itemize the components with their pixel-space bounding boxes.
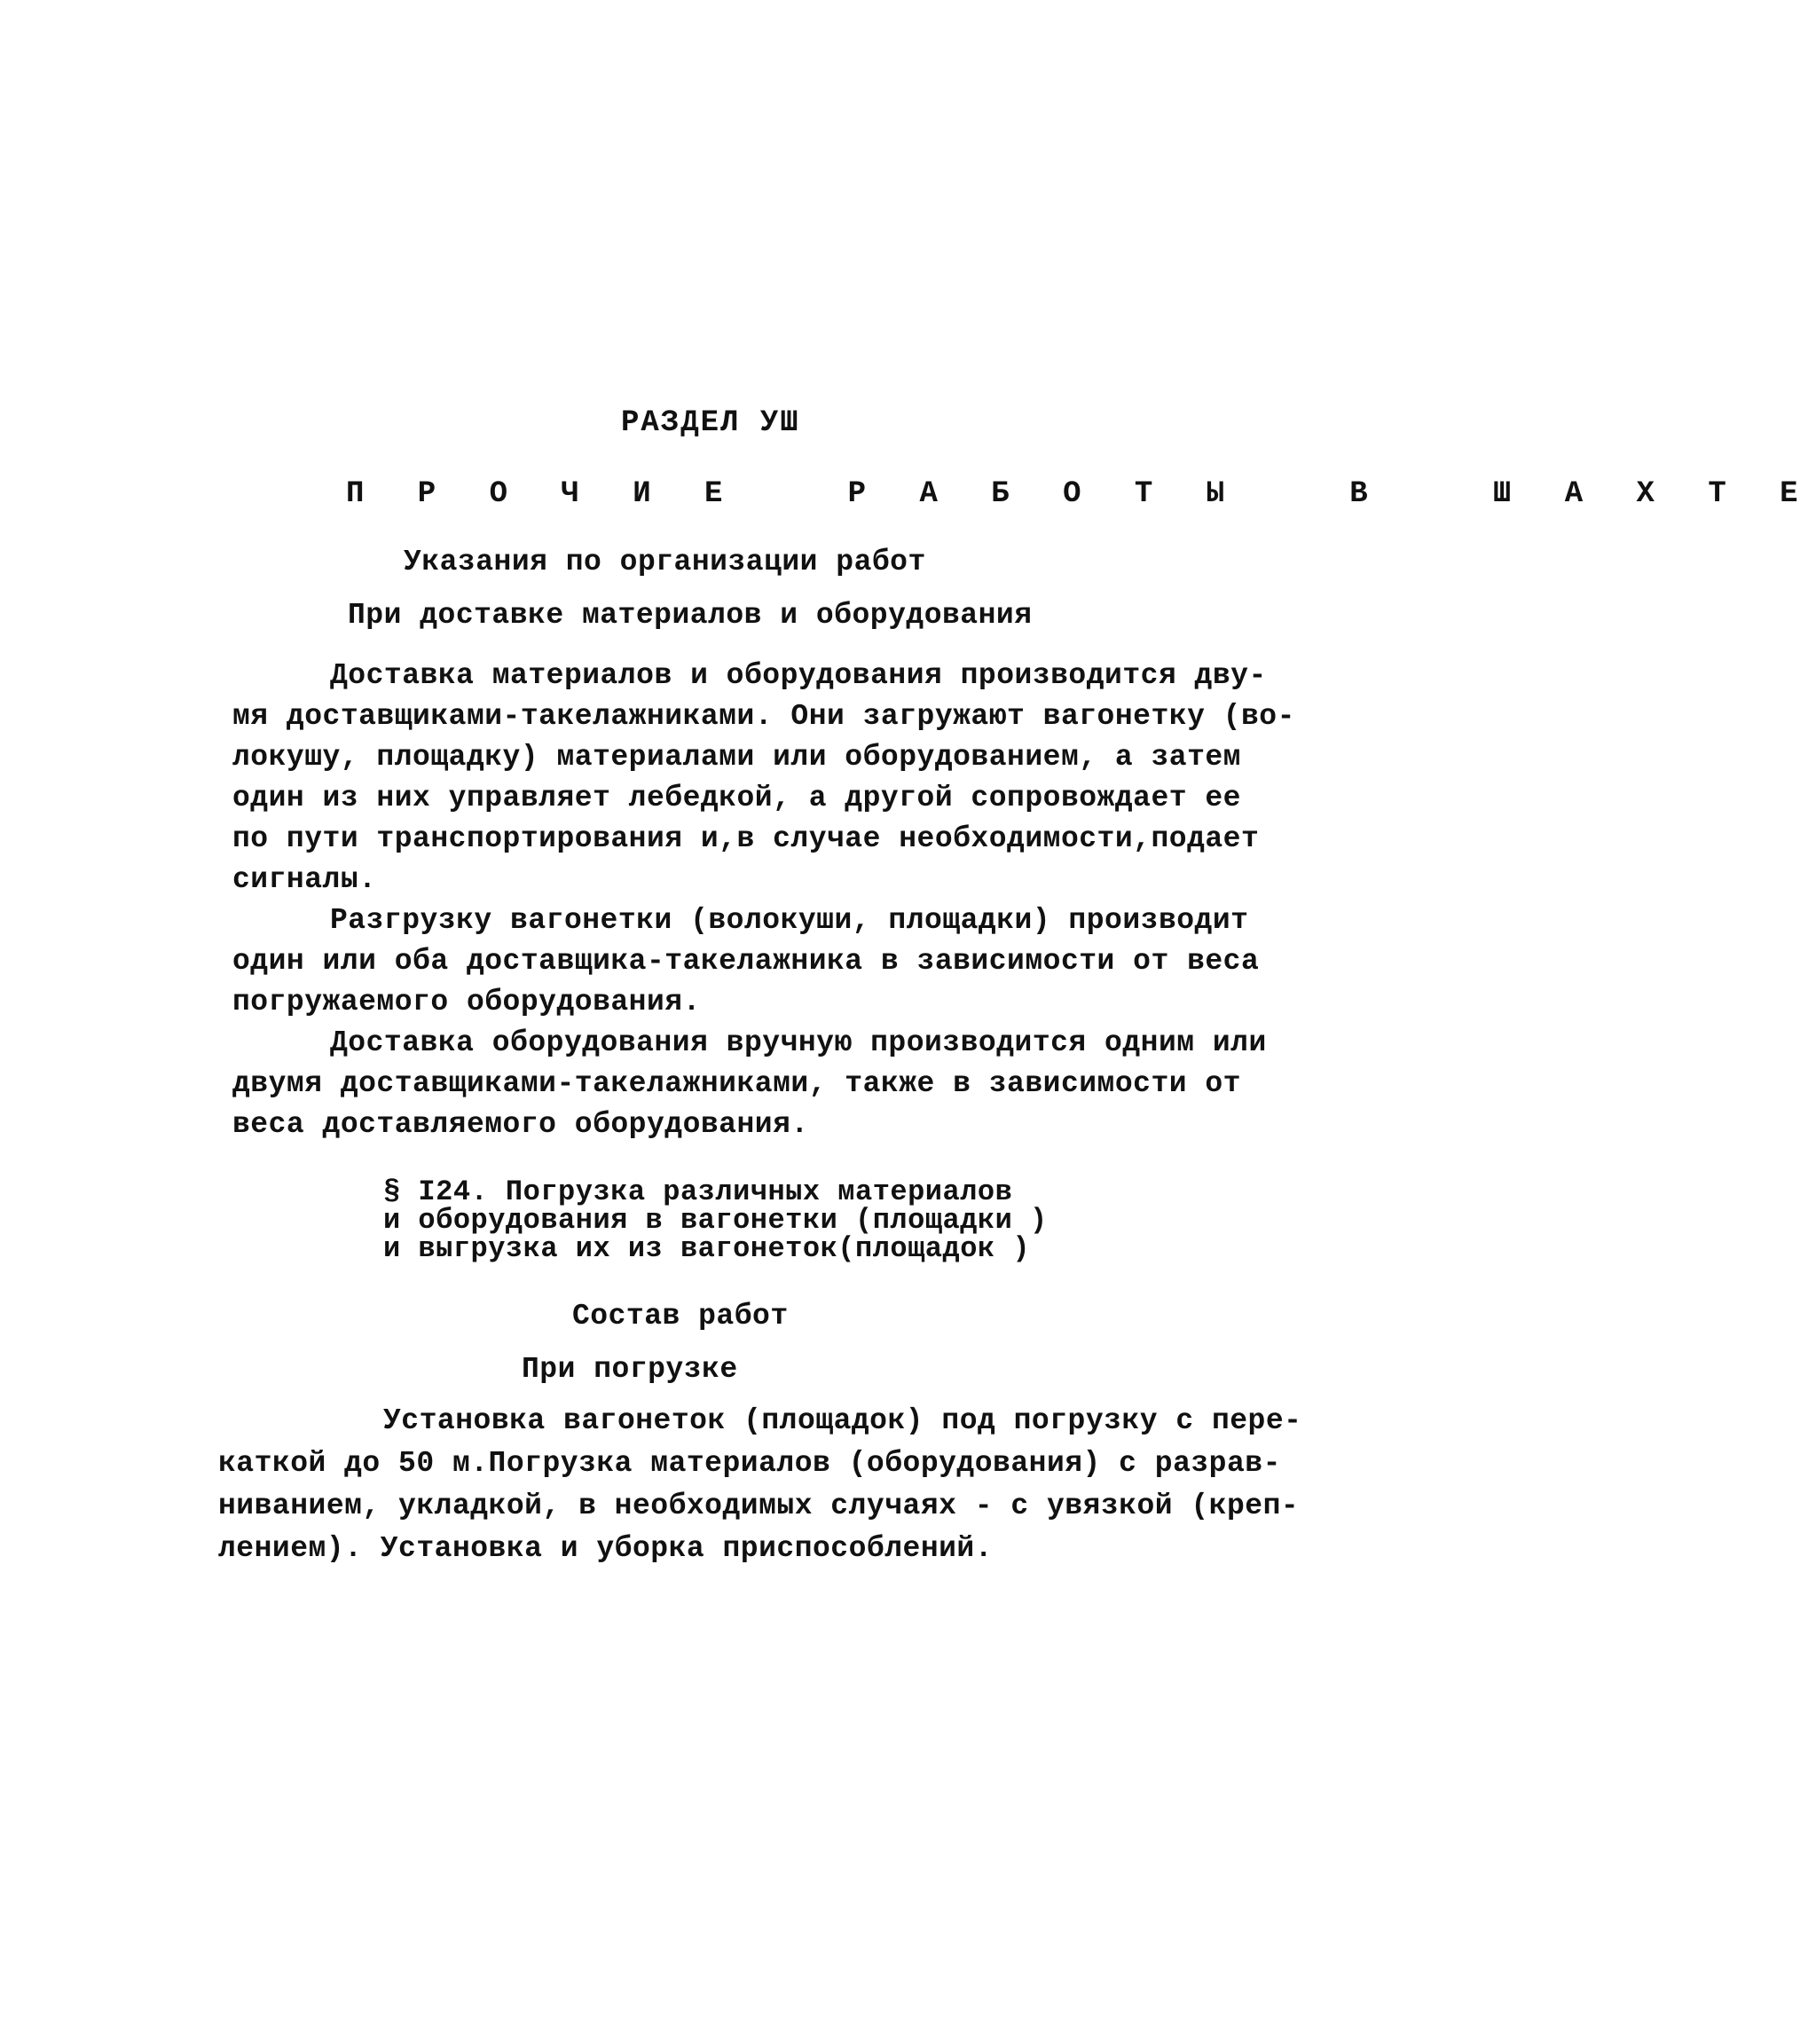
intro-p1-line-6: сигналы. [232,863,377,896]
intro-p1-line-4: один из них управляет лебедкой, а другой сопровождает ее [232,782,1241,814]
intro-p2-line-3: погружаемого оборудования. [232,986,701,1018]
intro-p2-line-2: один или оба доставщика-такелажника в зависимости от веса [232,945,1260,978]
intro-p3-line-3: веса доставляемого оборудования. [232,1108,809,1141]
subtitle-line-2: При доставке материалов и оборудования [348,599,1033,632]
intro-p1-line-5: по пути транспортирования и,в случае необходимости,подает [232,822,1260,855]
loading-line-1: Установка вагонеток (площадок) под погрузку с пере- [383,1404,1302,1437]
loading-line-4: лением). Установка и уборка приспособлений. [218,1532,994,1565]
paragraph-section-line-3: и выгрузка их из вагонеток(площадок ) [383,1232,1031,1265]
section-number: РАЗДЕЛ УШ [621,406,800,440]
loading-line-2: каткой до 50 м.Погрузка материалов (оборудования) с разрав- [218,1447,1281,1480]
paragraph-section-line-2: и оборудования в вагонетки (площадки ) [383,1204,1048,1237]
intro-p1-line-3: локушу, площадку) материалами или оборудованием, а затем [232,741,1241,774]
section-title: П Р О Ч И Е Р А Б О Т Ы В Ш А Х Т Е [346,477,1816,511]
intro-p2-line-1: Разгрузку вагонетки (волокуши, площадки) производит [330,904,1249,937]
subtitle-line-1: Указания по организации работ [404,546,926,578]
paragraph-section-line-1: § I24. Погрузка различных материалов [383,1175,1013,1208]
work-composition-heading: Состав работ [572,1300,789,1333]
intro-p1-line-1: Доставка материалов и оборудования производится дву- [330,659,1267,692]
intro-p3-line-1: Доставка оборудования вручную производится одним или [330,1026,1267,1059]
intro-p1-line-2: мя доставщиками-такелажниками. Они загружают вагонетку (во- [232,700,1295,733]
intro-p3-line-2: двумя доставщиками-такелажниками, также в зависимости от [232,1067,1241,1100]
loading-heading: При погрузке [522,1353,738,1386]
loading-line-3: ниванием, укладкой, в необходимых случаях - с увязкой (креп- [218,1490,1300,1522]
